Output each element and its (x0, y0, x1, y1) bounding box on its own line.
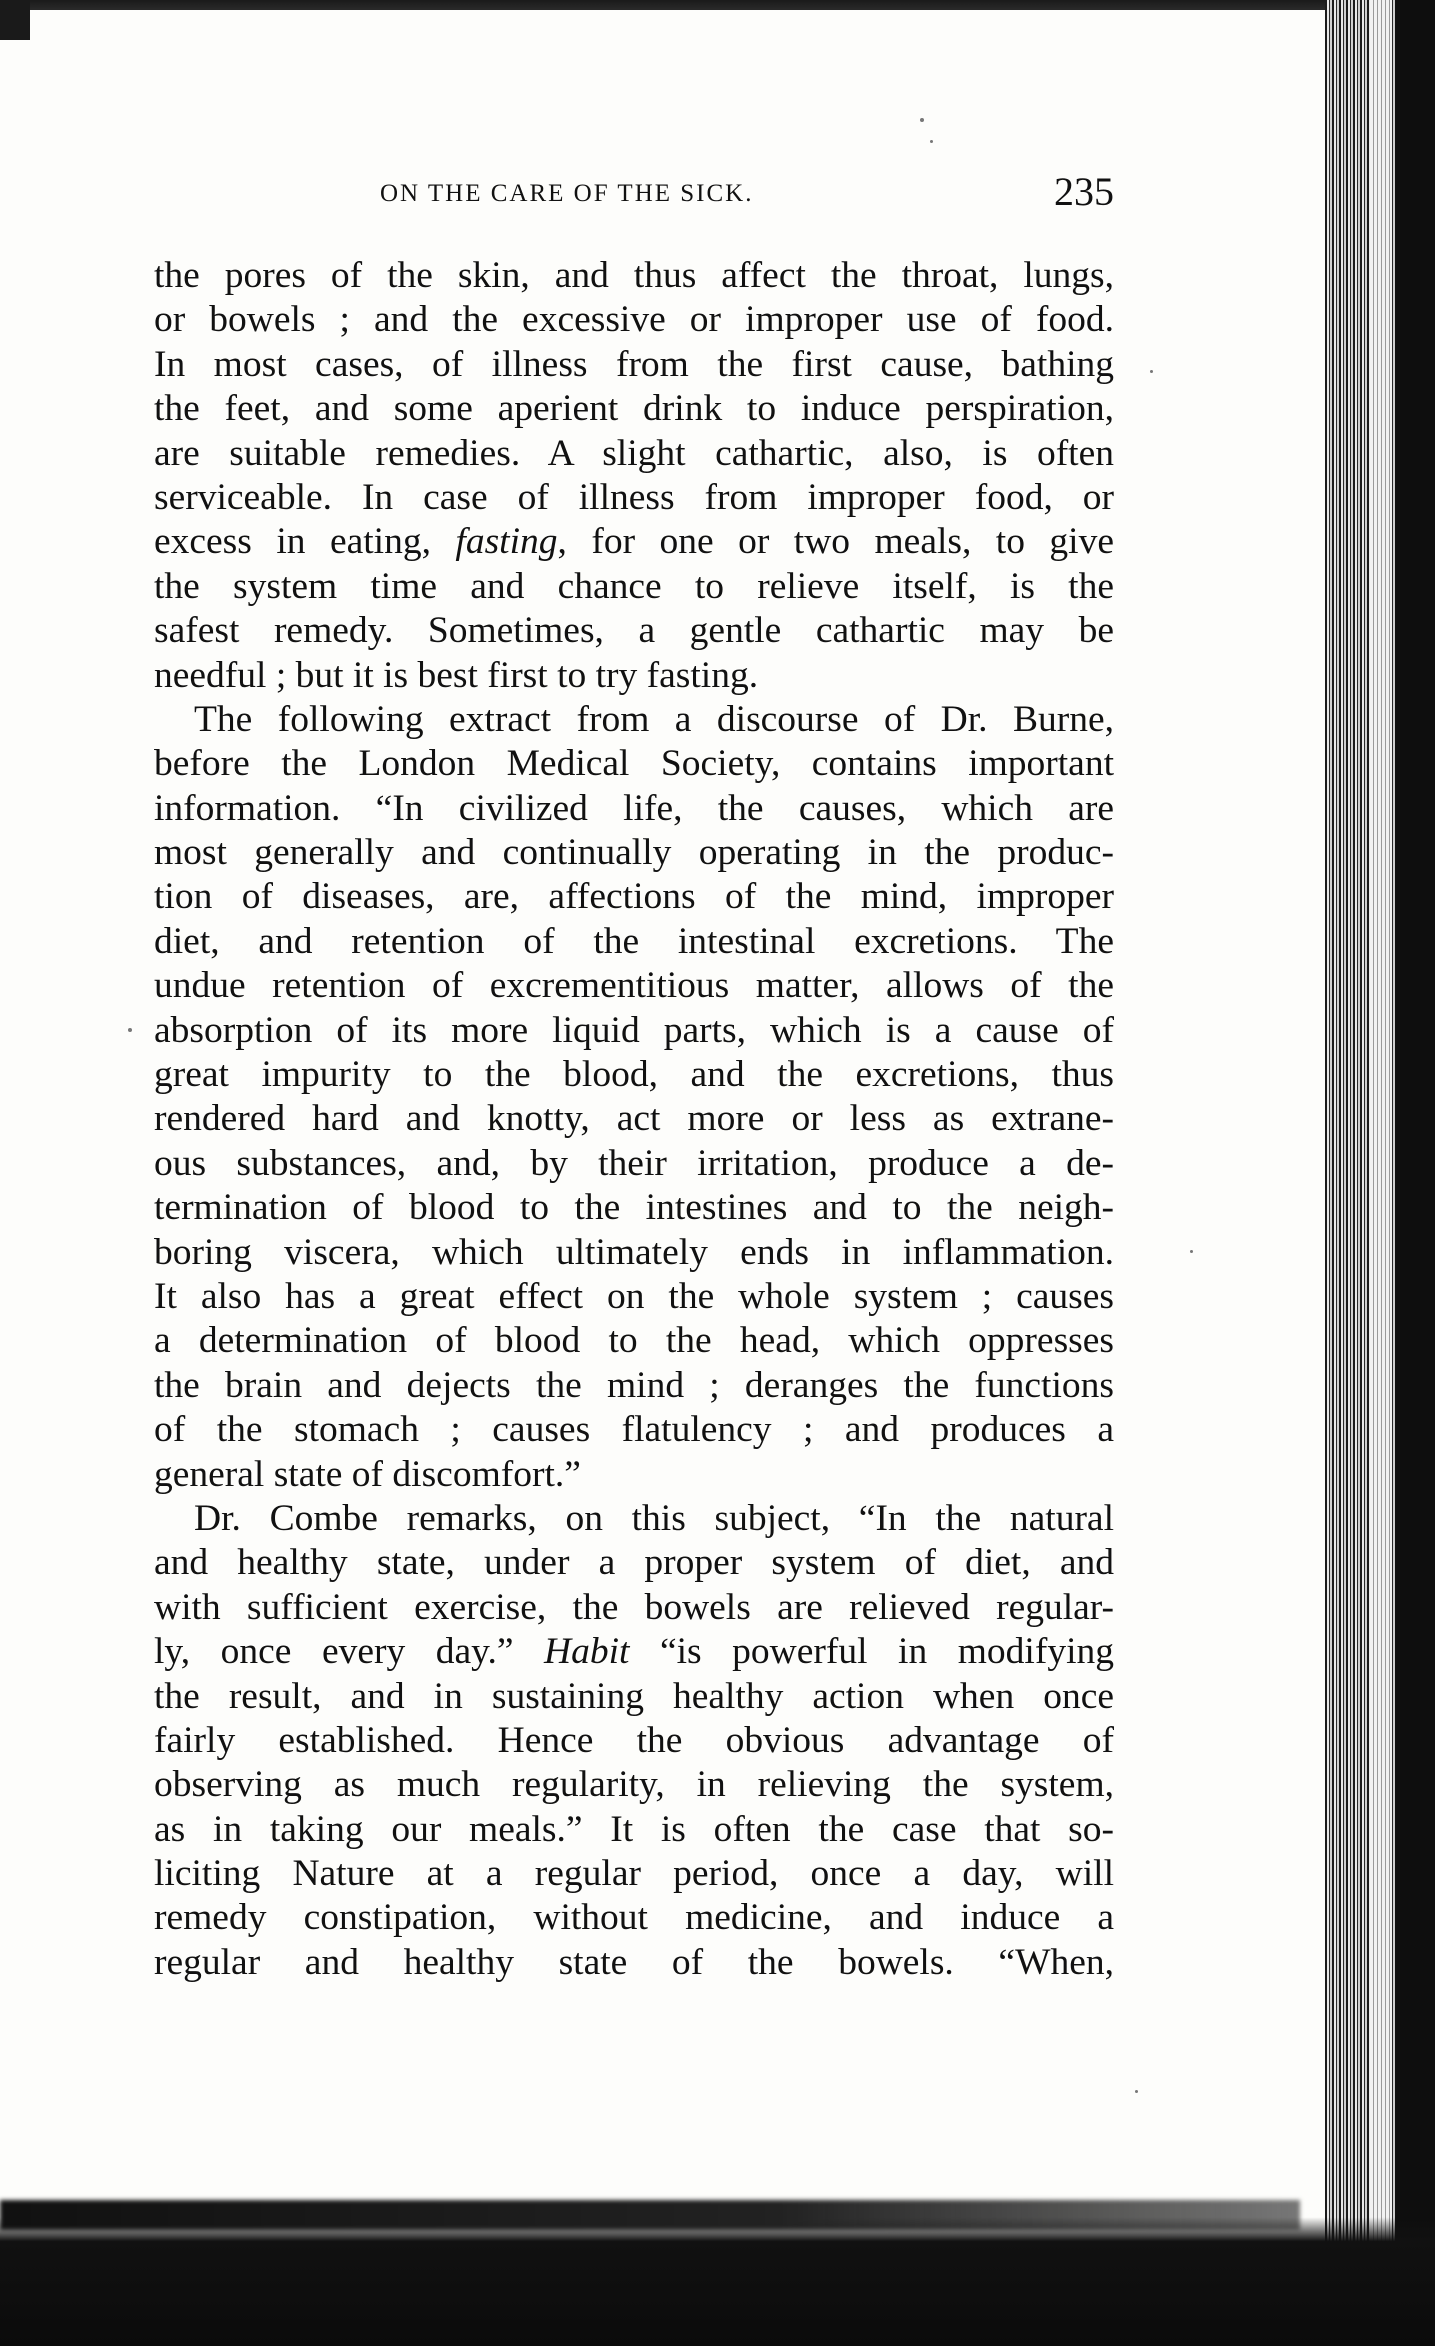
text-line: serviceable. In case of illness from improper food, or (154, 476, 1114, 518)
text-line: Dr. Combe remarks, on this subject, “In the natural (194, 1497, 1114, 1539)
text-line: rendered hard and knotty, act more or less as extrane- (154, 1098, 1114, 1140)
scan-speck (1150, 370, 1153, 373)
text-line: ous substances, and, by their irritation, produce a de- (154, 1142, 1114, 1184)
body-text (154, 254, 1114, 1985)
scan-speck (1190, 1250, 1193, 1253)
scan-speck (128, 1028, 132, 1032)
text-line: information. “In civilized life, the causes, which are (154, 787, 1114, 829)
text-line: safest remedy. Sometimes, a gentle cathartic may be (154, 610, 1114, 652)
text-line: and healthy state, under a proper system of diet, and (154, 1542, 1114, 1584)
text-line: In most cases, of illness from the first cause, bathing (154, 343, 1114, 385)
text-line: the pores of the skin, and thus affect the throat, lungs, (154, 255, 1114, 296)
text-line: It also has a great effect on the whole system ; causes (154, 1275, 1114, 1317)
page-number: 235 (1054, 169, 1114, 214)
scan-edge-top (0, 0, 1340, 10)
text-line: diet, and retention of the intestinal excretions. The (154, 920, 1114, 962)
paragraph (154, 698, 1114, 1497)
text-line: termination of blood to the intestines and to the neigh- (154, 1187, 1114, 1229)
emphasis-fasting: fasting (455, 521, 558, 563)
scan-edge-right (1395, 0, 1435, 2346)
scan-edge-bottom-shadow (0, 2200, 1300, 2230)
text-line: absorption of its more liquid parts, which is a cause of (154, 1009, 1114, 1051)
scan-edge-corner (0, 0, 30, 40)
text-line-with-emphasis: excess in eating, fasting, for one or two meals, to give (154, 521, 1114, 563)
text-line: liciting Nature at a regular period, once a day, will (154, 1853, 1114, 1895)
text-line: or bowels ; and the excessive or improper use of food. (154, 299, 1114, 341)
page-stack-edge (1370, 0, 1392, 2346)
text-line: needful ; but it is best first to try fasting. (154, 654, 759, 696)
text-line: the brain and dejects the mind ; deranges the functions (154, 1364, 1114, 1406)
text-line: undue retention of excrementitious matter, allows of the (154, 965, 1114, 1007)
text-line: regular and healthy state of the bowels. “When, (154, 1941, 1114, 1983)
scan-speck (920, 118, 924, 122)
text-line: as in taking our meals.” It is often the case that so- (154, 1808, 1114, 1850)
text-line: remedy constipation, without medicine, and induce a (154, 1897, 1114, 1939)
running-head: ON THE CARE OF THE SICK. (380, 180, 754, 207)
paragraph (154, 1497, 1114, 1985)
text-line: observing as much regularity, in relieving the system, (154, 1764, 1114, 1806)
emphasis-habit: Habit (544, 1631, 630, 1673)
text-line: tion of diseases, are, affections of the mind, improper (154, 876, 1114, 918)
text-line: general state of discomfort.” (154, 1453, 581, 1495)
text-line: with sufficient exercise, the bowels are relieved regular- (154, 1586, 1114, 1628)
text-line: most generally and continually operating in the produc- (154, 832, 1114, 874)
text-line: are suitable remedies. A slight cathartic, also, is often (154, 432, 1114, 474)
text-line: of the stomach ; causes flatulency ; and produces a (154, 1409, 1114, 1451)
text-line: fairly established. Hence the obvious advantage of (154, 1719, 1114, 1761)
scan-speck (930, 140, 933, 143)
text-line: great impurity to the blood, and the excretions, thus (154, 1054, 1114, 1096)
text-line: a determination of blood to the head, which oppresses (154, 1320, 1114, 1362)
text-line: the result, and in sustaining healthy action when once (154, 1675, 1114, 1717)
text-line: The following extract from a discourse of Dr. Burne, (194, 698, 1114, 740)
scan-speck (1135, 2090, 1138, 2093)
text-line-with-emphasis: ly, once every day.” Habit “is powerful in modifying (154, 1631, 1114, 1673)
text-line: boring viscera, which ultimately ends in inflammation. (154, 1231, 1114, 1273)
text-line: before the London Medical Society, contains important (154, 743, 1114, 785)
text-line: the feet, and some aperient drink to induce perspiration, (154, 388, 1114, 430)
text-line: the system time and chance to relieve itself, is the (154, 565, 1114, 607)
paragraph (154, 254, 1114, 698)
